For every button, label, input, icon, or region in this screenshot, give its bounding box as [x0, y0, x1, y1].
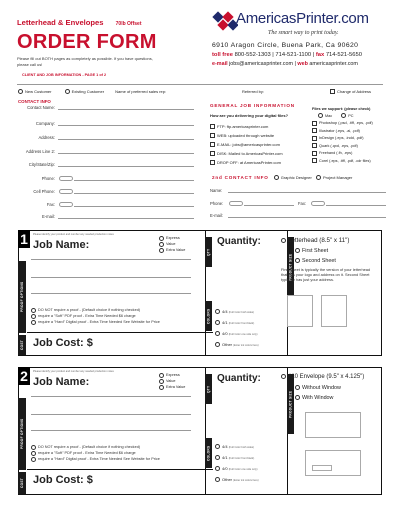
color-4-4-radio[interactable]: 4/4 (Full Color both sides) [215, 442, 259, 453]
color-other-radio[interactable]: Other (Enter ink colors here) [215, 475, 259, 486]
qty-side-label: QTY [205, 374, 212, 404]
phone-field[interactable]: Phone: [18, 175, 194, 181]
software-illustrator[interactable]: Illustrator (.eps, .ai, .pdf) [312, 128, 388, 136]
second-contact-row [212, 175, 352, 180]
color-4-1-radio[interactable]: 4/1 (Full Color front black) [215, 318, 259, 329]
referred-by-label: Referred by: [242, 89, 265, 94]
proof-options [31, 307, 160, 325]
job-name-label[interactable]: Job Name: [33, 376, 90, 388]
job-name-label[interactable]: Job Name: [33, 239, 90, 251]
value-radio[interactable]: Value [159, 378, 185, 384]
service-level [159, 235, 185, 253]
header [0, 0, 400, 86]
window-cutout [312, 465, 332, 471]
contact-line: toll free 800-552-1303 | 714-521-1100 | fax 714-521-5650 [212, 52, 362, 58]
general-heading: GENERAL JOB INFORMATION [210, 103, 295, 108]
divider [17, 84, 383, 85]
company-field[interactable]: Company: [18, 120, 194, 126]
delivery-option-web[interactable]: WEB: uploaded through website [210, 131, 283, 140]
delivery-option-drop-off[interactable]: DROP OFF: at AmericasPrinter.com [210, 158, 283, 167]
software-freehand[interactable]: Freehand (.fh, .eps) [312, 150, 388, 158]
toll-free-number: 800-552-1303 [234, 52, 271, 58]
product-note: First Sheet is typically the version of your letterhead that has your logo and address on it. Second Sheet typically has just your address. [281, 267, 371, 283]
software-corel[interactable]: Corel (.eps, .tiff, .pdf, .cdr files) [312, 158, 388, 166]
qty-side-label: QTY [205, 237, 212, 267]
job-cost-label[interactable]: Job Cost: $ [33, 474, 93, 486]
web-link[interactable]: americasprinter.com [309, 61, 358, 67]
address: 6910 Aragon Circle, Buena Park, Ca 90620 [212, 42, 359, 49]
second-name-field[interactable]: Name: [210, 187, 386, 193]
logo-text: AmericasPrinter.com [236, 10, 369, 27]
product-size-side-label: PRODUCT SIZE [287, 237, 294, 297]
hard-proof-radio[interactable]: require a "Hard" Digital proof - Extra Time Needed See Website for Price [31, 456, 160, 462]
sales-rep-label: Name of preferred sales rep: [115, 89, 167, 94]
pc-radio[interactable]: PC [341, 114, 353, 118]
proof-options-side-label: PROOF OPTIONS [18, 398, 26, 470]
color-4-4-radio[interactable]: 4/4 (Full Color both sides) [215, 307, 259, 318]
fax-number: 714-521-5650 [325, 52, 362, 58]
customer-row [18, 89, 384, 97]
no-proof-radio[interactable]: DO NOT require a proof - (Default choice if nothing checked) [31, 307, 160, 313]
hard-proof-radio[interactable]: require a "Hard" Digital proof - Extra Time Needed See Website for Price [31, 319, 160, 325]
second-phone-field[interactable]: Phone: [210, 200, 294, 206]
address-line-2-field[interactable]: Address Line 2: [18, 148, 194, 154]
product-radio[interactable]: Letterhead (8.5" x 11") [281, 237, 349, 244]
job-hint: Please identify your product and number any needed production notes [33, 233, 114, 236]
job-number: 1 [18, 230, 30, 248]
preview-box-2 [321, 295, 347, 327]
product-size-side-label: PRODUCT SIZE [287, 374, 294, 434]
product-radio[interactable]: #10 Envelope (9.5" x 4.125") [281, 374, 364, 380]
color-other-radio[interactable]: Other (Enter ink colors here) [215, 340, 259, 351]
delivery-option-email[interactable]: E-MAIL: jobs@americasprinter.com [210, 140, 283, 149]
delivery-options [210, 122, 283, 167]
new-customer-radio[interactable]: New Customer [18, 89, 51, 94]
color-options [215, 442, 259, 486]
job-block-2 [18, 367, 382, 495]
color-options [215, 307, 259, 351]
job-hint: Please identify your product and number any needed production notes [33, 370, 114, 373]
phone-number: 714-521-1100 [275, 52, 312, 58]
second-contact-heading: 2nd CONTACT INFO [212, 175, 269, 180]
contact-heading: CONTACT INFO [18, 99, 51, 104]
extra-value-radio[interactable]: Extra Value [159, 384, 185, 390]
delivery-question: How are you delivering your digital files? [210, 113, 289, 118]
second-email-field[interactable]: E-mail: [210, 212, 386, 218]
second-sheet-radio[interactable]: Second Sheet [295, 257, 336, 267]
envelope-preview-1 [305, 412, 361, 438]
proof-options-side-label: PROOF OPTIONS [18, 261, 26, 333]
page-title: ORDER FORM [17, 31, 157, 53]
express-radio[interactable]: Express [159, 235, 185, 241]
value-radio[interactable]: Value [159, 241, 185, 247]
without-window-radio[interactable]: Without Window [295, 384, 341, 394]
client-info-label: CLIENT AND JOB INFORMATION - PAGE 1 of 2 [22, 73, 107, 77]
color-4-0-radio[interactable]: 4/0 (Full Color one side only) [215, 329, 259, 340]
graphic-designer-radio[interactable]: Graphic Designer [274, 175, 312, 180]
soft-proof-radio[interactable]: require a "Soft" PDF proof - Extra Time Needed $6 charge [31, 450, 160, 456]
fax-field[interactable]: Fax: [18, 201, 194, 207]
city-state-zip-field[interactable]: City/State/Zip: [18, 161, 194, 167]
cell-phone-field[interactable]: Cell Phone: [18, 188, 194, 194]
cost-side-label: COST [18, 472, 26, 494]
color-4-1-radio[interactable]: 4/1 (Full Color front black) [215, 453, 259, 464]
email-field[interactable]: E-mail: [18, 213, 194, 219]
logo [208, 8, 388, 42]
stock-label: 70lb Offset [115, 21, 142, 27]
letterhead-title: Letterhead & Envelopes [17, 18, 104, 27]
email-line: e-mail jobs@americasprinter.com | web americasprinter.com [212, 61, 358, 67]
address-field[interactable]: Address: [18, 134, 194, 140]
delivery-option-ftp[interactable]: FTP: ftp.americasprinter.com [210, 122, 283, 131]
job-number: 2 [18, 367, 30, 385]
software-quark[interactable]: Quark (.qxd, .eps, .pdf) [312, 143, 388, 151]
extra-value-radio[interactable]: Extra Value [159, 247, 185, 253]
delivery-option-disk[interactable]: DISK: Mailed to AmericasPrinter.com [210, 149, 283, 158]
envelope-preview-2 [305, 450, 361, 476]
software-photoshop[interactable]: Photoshop (.psd, .tiff, .eps, .pdf) [312, 120, 388, 128]
files-support: Files we support: (please check) Mac PC Photoshop (.psd, .tiff, .eps, .pdf) Illustrator (.eps, .ai, .pdf) InDesign (.eps, .indd, .pdf) Quark (.qxd, .eps, .pdf) Freehand (.fh, .eps) Corel (.eps, .tiff, .pdf, .cdr files) [312, 107, 388, 166]
with-window-radio[interactable]: With Window [295, 394, 341, 404]
mac-radio[interactable]: Mac [318, 114, 332, 118]
first-sheet-radio[interactable]: First Sheet [295, 247, 336, 257]
instructions: Please fill out BOTH pages as completely as possible. If you have questions, please call us! [17, 56, 153, 67]
soft-proof-radio[interactable]: require a "Soft" PDF proof - Extra Time Needed $6 charge [31, 313, 160, 319]
email-link[interactable]: jobs@americasprinter.com [229, 61, 293, 67]
tagline: The smart way to print today. [268, 30, 339, 36]
no-proof-radio[interactable]: DO NOT require a proof - (Default choice if nothing checked) [31, 444, 160, 450]
colors-side-label: COLORS [205, 301, 212, 331]
product-choices [285, 247, 336, 266]
color-4-0-radio[interactable]: 4/0 (Full Color one side only) [215, 464, 259, 475]
product-choices [285, 384, 341, 403]
proof-options [31, 444, 160, 462]
preview-box-1 [287, 295, 313, 327]
quantity-label[interactable]: Quantity: [217, 373, 261, 384]
second-fax-field[interactable]: Fax: [298, 200, 386, 206]
express-radio[interactable]: Express [159, 372, 185, 378]
project-manager-radio[interactable]: Project Manager [316, 175, 352, 180]
change-address-checkbox[interactable]: Change of Address [330, 89, 371, 94]
colors-side-label: COLORS [205, 438, 212, 468]
job-cost-label[interactable]: Job Cost: $ [33, 337, 93, 349]
logo-diamonds-icon [210, 11, 238, 35]
quantity-label[interactable]: Quantity: [217, 236, 261, 247]
cost-side-label: COST [18, 335, 26, 355]
existing-customer-radio[interactable]: Existing Customer [65, 89, 104, 94]
job-block-1 [18, 230, 382, 356]
software-indesign[interactable]: InDesign (.eps, .indd, .pdf) [312, 135, 388, 143]
service-level [159, 372, 185, 390]
contact-name-field[interactable]: Contact Name: [18, 104, 194, 110]
